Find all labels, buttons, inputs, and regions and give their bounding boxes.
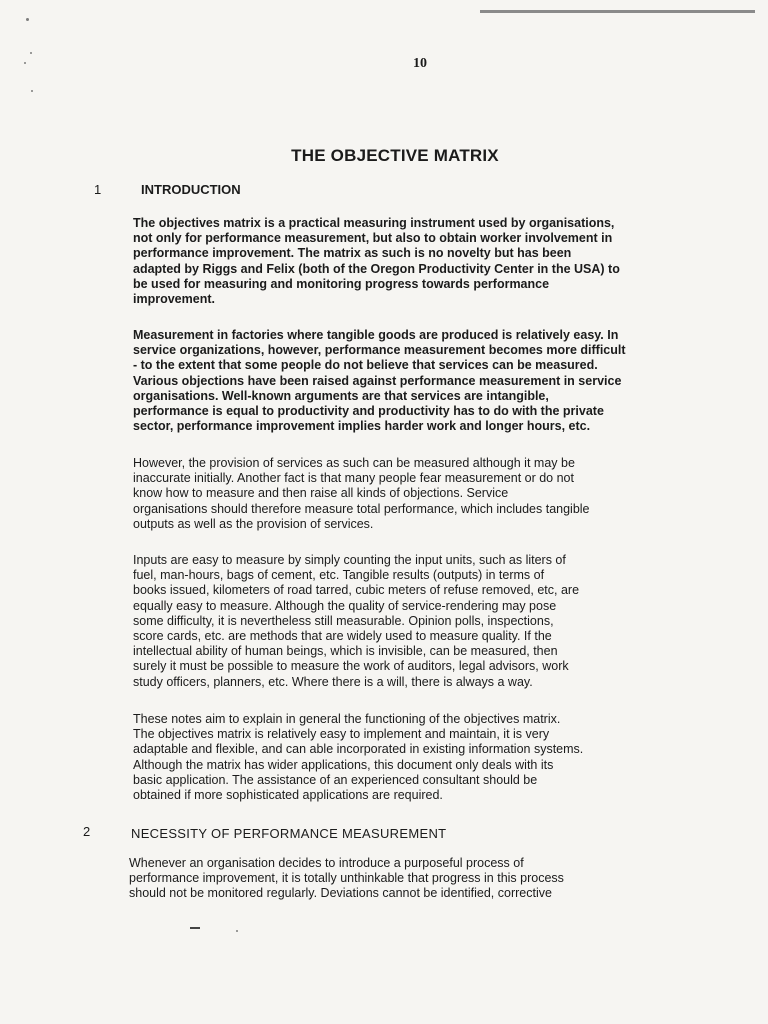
text-line: basic application. The assistance of an experienced consultant should be [133,772,538,787]
text-line: be used for measuring and monitoring progress towards performance [133,276,550,291]
text-line: These notes aim to explain in general the functioning of the objectives matrix. [133,712,561,726]
section-heading: INTRODUCTION [141,182,241,197]
text-line: service organizations, however, performance measurement becomes more difficult [133,343,626,358]
text-line: Measurement in factories where tangible goods are produced is relatively easy. In [133,328,619,342]
text-line: sector, performance improvement implies harder work and longer hours, etc. [133,419,591,434]
text-line: performance improvement, it is totally unthinkable that progress in this process [129,871,564,886]
paragraph-these-notes [133,712,698,803]
scan-speck [31,90,33,92]
text-line: inaccurate initially. Another fact is that many people fear measurement or do not [133,471,574,486]
text-line: equally easy to measure. Although the quality of service-rendering may pose [133,598,557,613]
text-line: know how to measure and then raise all kinds of objections. Service [133,486,509,501]
page-number: 10 [413,56,427,71]
scan-speck [26,18,29,21]
text-line: performance is equal to productivity and productivity has to do with the private [133,404,604,419]
scan-speck [236,930,238,932]
text-line: should not be monitored regularly. Deviations cannot be identified, corrective [129,886,552,901]
text-line: intellectual ability of human beings, which is invisible, can be measured, then [133,644,558,659]
paragraph-provision-of-services [133,456,698,532]
text-line: not only for performance measurement, but also to obtain worker involvement in [133,231,613,246]
text-line: obtained if more sophisticated applications are required. [133,788,443,803]
text-line: outputs as well as the provision of services. [133,516,374,531]
text-line: books issued, kilometers of road tarred, cubic meters of refuse removed, etc, are [133,583,580,598]
text-line: Although the matrix has wider applications, this document only deals with its [133,757,554,772]
text-line: The objectives matrix is relatively easy to implement and maintain, it is very [133,727,550,742]
scan-speck [24,62,26,64]
scan-speck [30,52,32,54]
text-line: adapted by Riggs and Felix (both of the Oregon Productivity Center in the USA) to [133,261,620,276]
text-line: Inputs are easy to measure by simply counting the input units, such as liters of [133,553,566,567]
paragraph-whenever-an-organisation [129,856,694,902]
text-line: fuel, man-hours, bags of cement, etc. Tangible results (outputs) in terms of [133,568,545,583]
section-number: 1 [94,182,102,197]
text-line: Various objections have been raised against performance measurement in service [133,373,622,388]
section-number: 2 [83,824,91,839]
paragraph-objectives-matrix [133,216,698,307]
page-title: THE OBJECTIVE MATRIX [291,146,499,165]
scan-mark [190,927,200,929]
text-line: Whenever an organisation decides to introduce a purposeful process of [129,856,524,870]
text-line: some difficulty, it is nevertheless still measurable. Opinion polls, inspections, [133,613,554,628]
paragraph-measurement-in-factories [133,328,698,434]
scan-top-rule [480,10,755,13]
text-line: - to the extent that some people do not believe that services can be measured. [133,358,598,373]
text-line: surely it must be possible to measure the work of auditors, legal advisors, work [133,659,569,674]
text-line: performance improvement. The matrix as such is no novelty but has been [133,246,572,261]
text-line: score cards, etc. are methods that are widely used to measure quality. If the [133,629,552,644]
text-line: improvement. [133,292,215,307]
text-line: adaptable and flexible, and can able incorporated in existing information systems. [133,742,584,757]
text-line: organisations should therefore measure total performance, which includes tangible [133,501,590,516]
text-line: organisations. Well-known arguments are that services are intangible, [133,388,549,403]
text-line: The objectives matrix is a practical measuring instrument used by organisations, [133,216,615,230]
section-heading: NECESSITY OF PERFORMANCE MEASUREMENT [131,826,447,841]
text-line: study officers, planners, etc. Where there is a will, there is always a way. [133,674,533,689]
paragraph-inputs [133,553,698,690]
text-line: However, the provision of services as such can be measured although it may be [133,456,575,470]
